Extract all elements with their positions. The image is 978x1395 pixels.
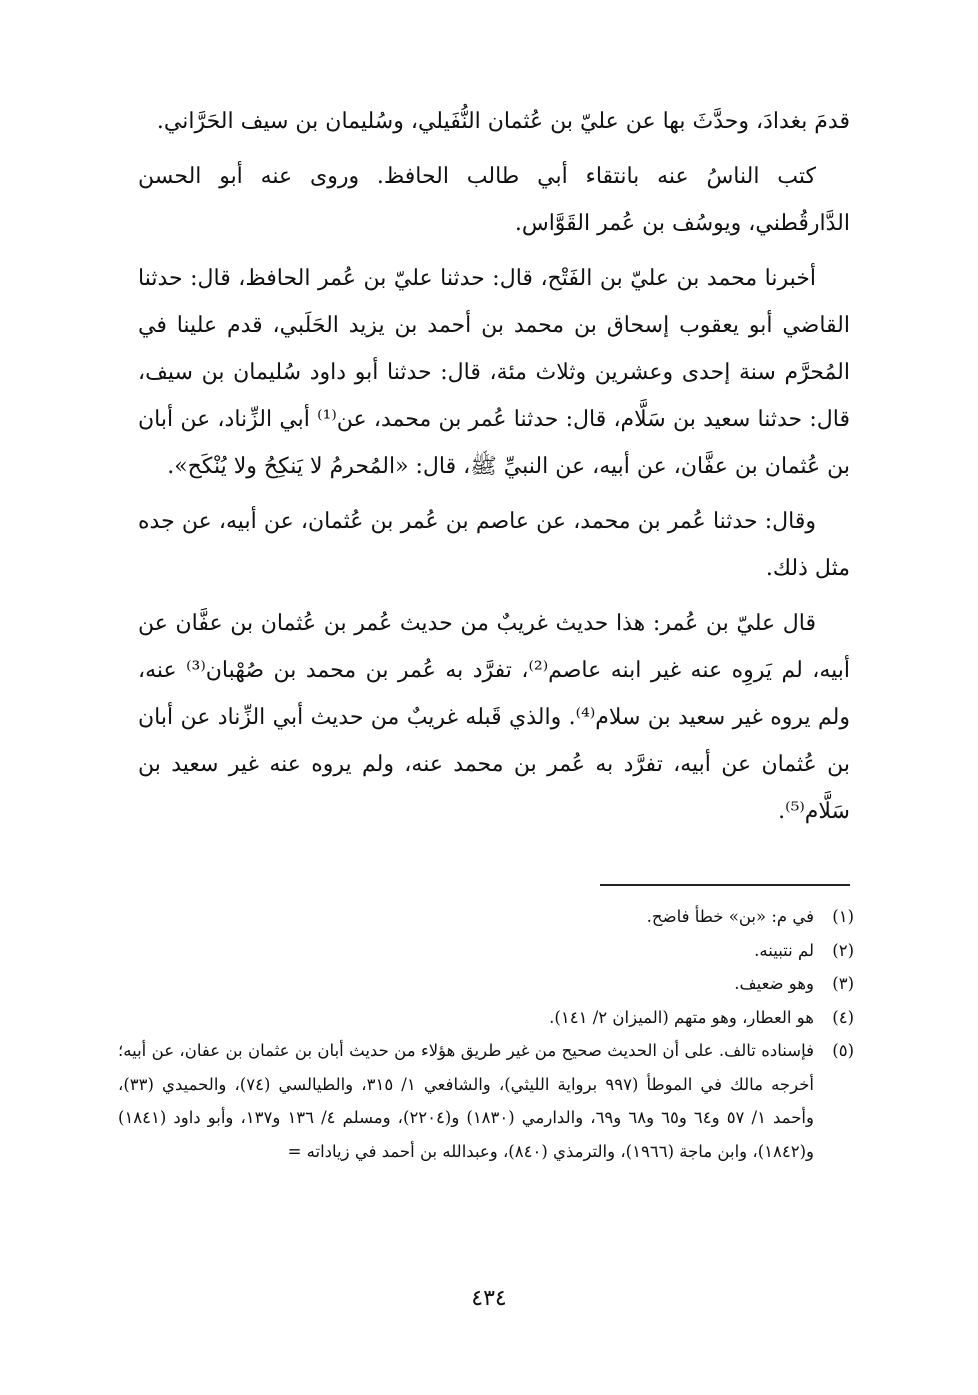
footnote: [118, 967, 854, 1001]
paragraph: قال عليّ بن عُمر: هذا حديث غريبٌ من حديث عُمر بن عُثمان بن عفَّان عن أبيه، لم يَروِه عنه غير ابنه عاصم⁽²⁾، تفرَّد به عُمر بن محمد بن صُهْبان⁽³⁾ عنه، ولم يروه غير سعيد بن سلام⁽⁴⁾. والذي قَبله غريبٌ من حديث أبي الزِّناد عن أبان بن عُثمان عن أبيه، تفرَّد به عُمر بن محمد عنه، ولم يروه عنه غير سعيد بن سَلَّام⁽⁵⁾.: [138, 611, 851, 824]
footnote-separator: [600, 884, 850, 886]
footnote: [118, 934, 854, 968]
paragraph: وقال: حدثنا عُمر بن محمد، عن عاصم بن عُمر بن عُثمان، عن أبيه، عن جده مثل ذلك.: [138, 509, 850, 581]
footnotes: [118, 900, 854, 1168]
footnote-text: فإسناده تالف. على أن الحديث صحيح من غير طريق هؤلاء من حديث أبان بن عثمان بن عفان، عن أبيه؛ أخرجه مالك في الموطأ (٩٩٧ برواية الليثي)، والشافعي ١/ ٣١٥، والطيالسي (٧٤)، والحميدي (٣٣)، وأحمد ١/ ٥٧ و٦٤ و٦٥ و٦٨ و٦٩، والدارمي (١٨٣٠) و(٢٢٠٤)، ومسلم ٤/ ١٣٦ و١٣٧، وأبو داود (١٨٤١) و(١٨٤٢)، وابن ماجة (١٩٦٦)، والترمذي (٨٤٠)، وعبدالله بن أحمد في زياداته =: [118, 1041, 815, 1161]
paragraph: كتب الناسُ عنه بانتقاء أبي طالب الحافظ. وروى عنه أبو الحسن الدَّارقُطني، ويوسُف بن عُمر القَوَّاس.: [138, 164, 850, 236]
footnote-text: وهو ضعيف.: [734, 974, 814, 993]
page-number: ٤٣٤: [471, 1286, 507, 1311]
footnote-number: (٣): [832, 974, 854, 993]
footnote-text: هو العطار، وهو متهم (الميزان ٢/ ١٤١).: [549, 1007, 814, 1027]
footnote: [118, 900, 854, 934]
footnote-number: (٤): [832, 1007, 854, 1027]
footnote-number: (٢): [832, 940, 854, 960]
footnote: [118, 1001, 854, 1035]
paragraph: قدمَ بغدادَ، وحدَّثَ بها عن عليّ بن عُثمان النُّفَيلي، وسُليمان بن سيف الحَرَّاني.: [156, 109, 850, 134]
footnote-text: لم نتبينه.: [754, 940, 814, 960]
footnote-text: في م: «بن» خطأ فاضح.: [646, 907, 814, 926]
paragraph: أخبرنا محمد بن عليّ بن الفَتْح، قال: حدثنا عليّ بن عُمر الحافظ، قال: حدثنا القاضي أبو يعقوب إسحاق بن محمد بن أحمد بن يزيد الحَلَبي، قدم علينا في المُحرَّم سنة إحدى وعشرين وثلاث مئة، قال: حدثنا أبو داود سُليمان بن سيف، قال: حدثنا سعيد بن سَلَّام، قال: حدثنا عُمر بن محمد، عن⁽¹⁾ أبي الزِّناد، عن أبان بن عُثمان بن عفَّان، عن أبيه، عن النبيِّ ﷺ، قال: «المُحرمُ لا يَنكِحُ ولا يُنْكَح».: [138, 266, 850, 479]
footnote: [118, 1034, 854, 1168]
footnote-number: (٥): [832, 1041, 854, 1060]
main-text: [138, 98, 850, 843]
footnote-number: (١): [832, 907, 854, 926]
